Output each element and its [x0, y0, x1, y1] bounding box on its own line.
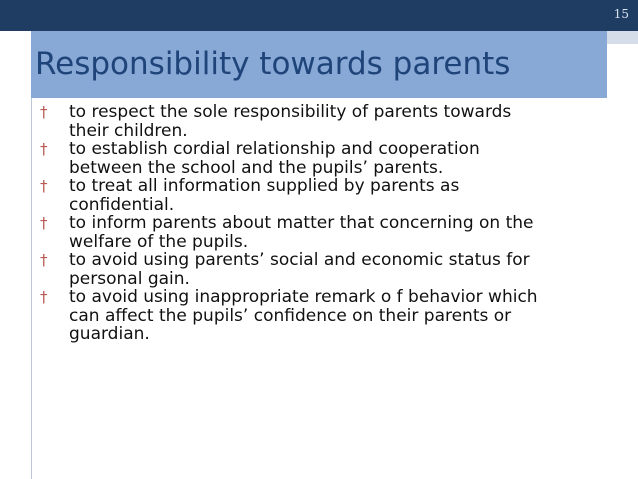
bullet-line: guardian.: [69, 324, 150, 344]
bullet-line: to treat all information supplied by parents as: [69, 176, 460, 196]
slide-title: Responsibility towards parents: [35, 46, 511, 82]
dagger-bullet-icon: †: [40, 214, 48, 232]
bullet-item: [40, 103, 600, 140]
right-accent-strip: [607, 31, 638, 44]
bullet-line: to establish cordial relationship and cooperation: [69, 139, 480, 159]
bullet-line: can affect the pupils’ confidence on their parents or: [69, 305, 512, 326]
dagger-bullet-icon: †: [40, 177, 48, 195]
top-bar: [0, 0, 638, 31]
bullet-item: [40, 177, 600, 214]
bullet-item: [40, 251, 600, 288]
bullet-line: between the school and the pupils’ parents.: [69, 157, 444, 178]
bullet-item: [40, 140, 600, 177]
left-divider: [31, 31, 32, 479]
bullet-list: [40, 103, 600, 344]
bullet-line: confidential.: [69, 194, 175, 215]
bullet-item: [40, 214, 600, 251]
slide-number: 15: [613, 7, 629, 21]
bullet-line: their children.: [69, 120, 188, 141]
bullet-line: to inform parents about matter that concerning on the: [69, 213, 534, 233]
dagger-bullet-icon: †: [40, 288, 48, 306]
bullet-line: welfare of the pupils.: [69, 231, 249, 252]
bullet-line: personal gain.: [69, 268, 190, 289]
bullet-line: to avoid using parents’ social and economic status for: [69, 250, 530, 270]
bullet-item: [40, 288, 600, 344]
dagger-bullet-icon: †: [40, 103, 48, 121]
bullet-line: to avoid using inappropriate remark o f behavior which: [69, 287, 538, 307]
dagger-bullet-icon: †: [40, 251, 48, 269]
bullet-line: to respect the sole responsibility of parents towards: [69, 102, 512, 122]
dagger-bullet-icon: †: [40, 140, 48, 158]
